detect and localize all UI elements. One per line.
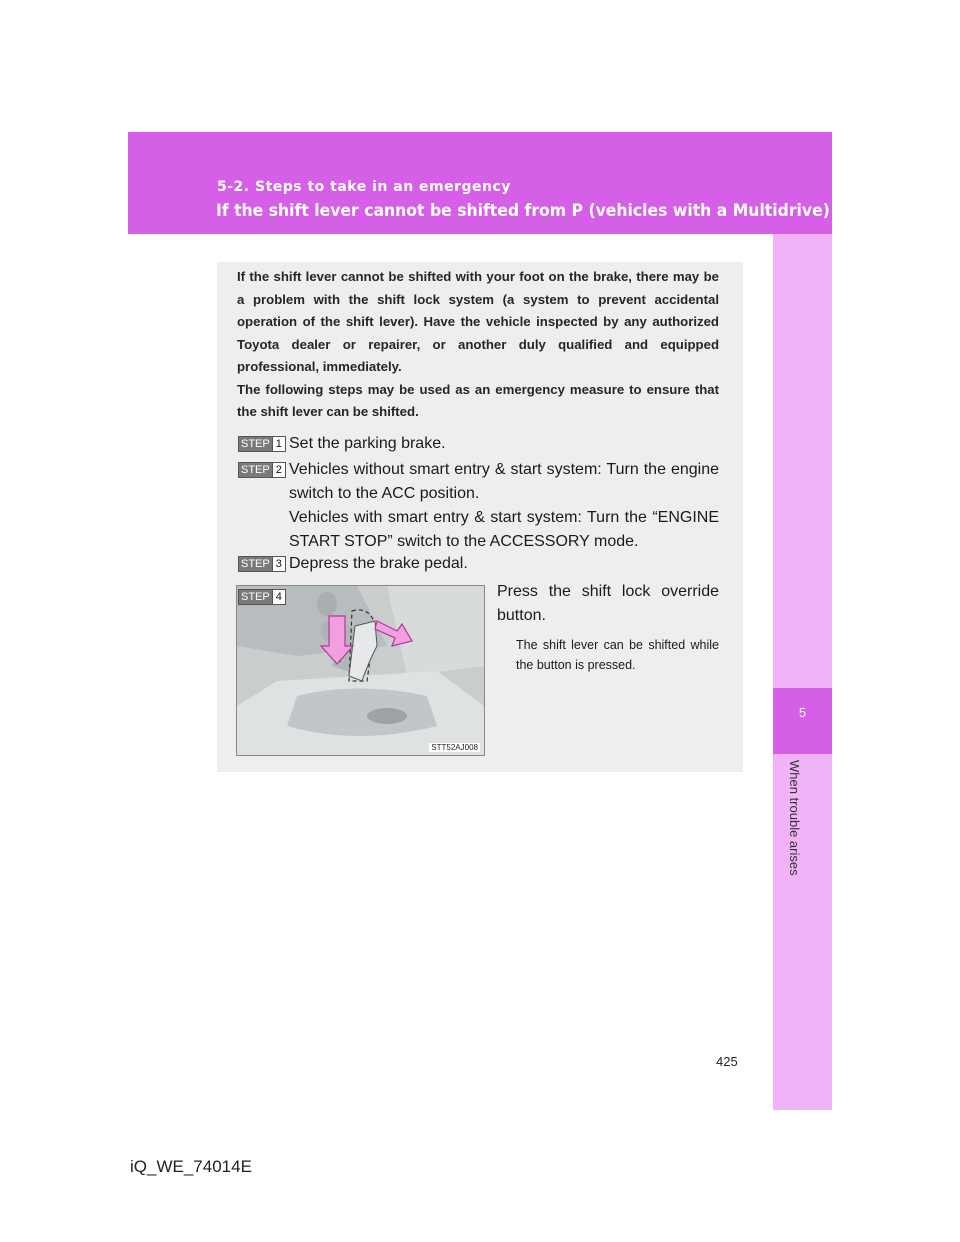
chapter-number: 5 (798, 705, 807, 720)
chapter-tab (773, 688, 832, 754)
page-title: If the shift lever cannot be shifted from P (vehicles with a Multidrive) (216, 201, 830, 221)
shift-lever-illustration (236, 585, 485, 756)
step-badge-3 (238, 556, 286, 572)
intro-text (237, 266, 719, 424)
step-1-text: Set the parking brake. (289, 435, 446, 452)
step-2-text: Vehicles without smart entry & start system: Turn the engine switch to the ACC position. (289, 461, 719, 502)
chapter-side-strip (773, 234, 832, 1110)
step-number: 4 (272, 590, 285, 604)
page-number: 425 (716, 1054, 738, 1069)
page-header (128, 132, 832, 234)
chapter-label: When trouble arises (787, 760, 802, 876)
shift-lever-drawing (237, 586, 484, 755)
step-2-text-smart-entry: Vehicles with smart entry & start system: Turn the “ENGINE START STOP” switch to the ACCESSORY mode. (289, 509, 719, 550)
step-word: STEP (241, 438, 270, 450)
document-code: iQ_WE_74014E (130, 1157, 252, 1176)
step-4-note: The shift lever can be shifted while the button is pressed. (516, 638, 719, 672)
intro-paragraph: The following steps may be used as an emergency measure to ensure that the shift lever can be shifted. (237, 381, 719, 419)
step-word: STEP (241, 464, 270, 476)
intro-paragraph: If the shift lever cannot be shifted with your foot on the brake, there may be a problem with the shift lock system (a system to prevent accidental operation of the shift lever). Have the vehicle inspected by any authorized Toyota dealer or repairer, or another duly qualified and equipped professional, immediately. (237, 269, 719, 374)
step-word: STEP (241, 558, 270, 570)
step-badge-2 (238, 462, 286, 478)
step-3-text: Depress the brake pedal. (289, 555, 468, 572)
step-number: 2 (272, 463, 285, 477)
step-4-text: Press the shift lock override button. (497, 583, 719, 624)
figure-code: STT52AJ008 (431, 743, 478, 752)
step-number: 3 (272, 557, 285, 571)
section-label: 5-2. Steps to take in an emergency (217, 179, 511, 195)
step-word: STEP (241, 591, 270, 603)
step-badge-1 (238, 436, 286, 452)
step-number: 1 (272, 437, 285, 451)
step-badge-4 (238, 589, 286, 605)
